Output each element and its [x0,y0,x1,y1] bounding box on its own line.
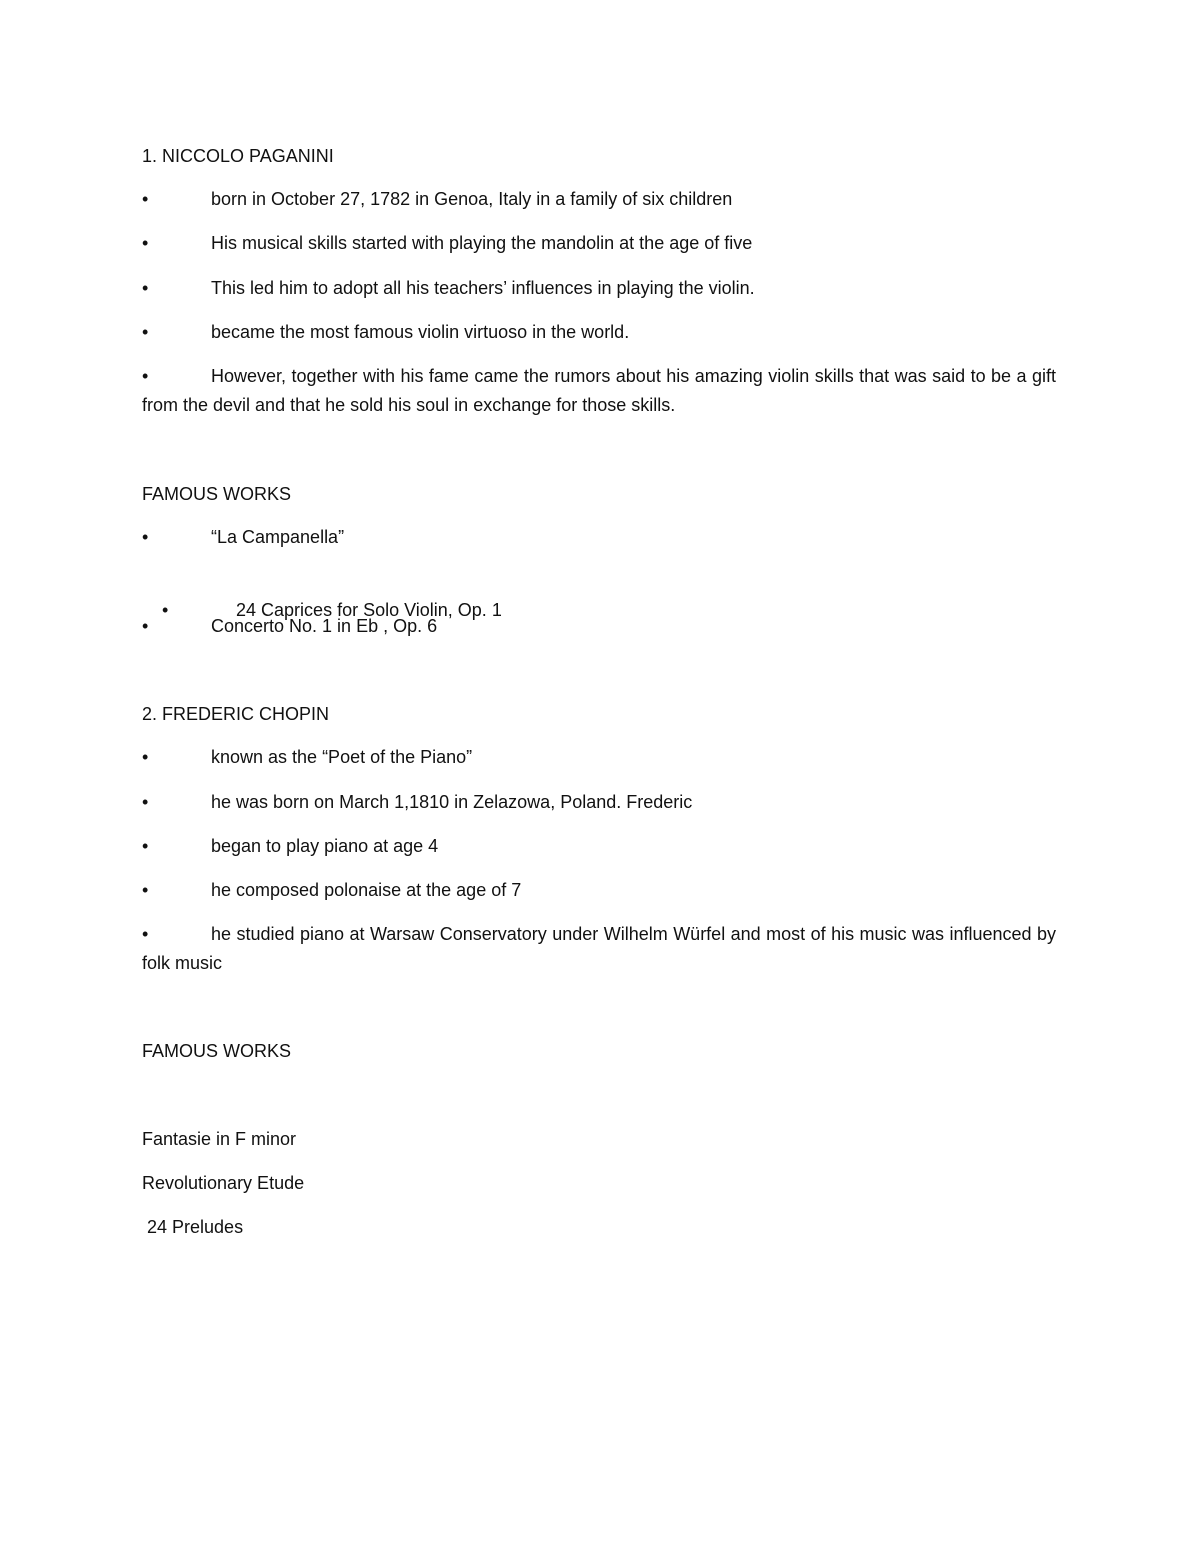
list-item [142,362,1056,420]
bullet-icon: • [142,836,149,856]
list-item [142,185,1056,214]
bullet-icon: • [142,880,149,900]
list-item-text: However, together with his fame came the rumors about his amazing violin skills that was said to be a gift from the devil and that he sold his soul in exchange for those skills. [142,366,1056,415]
list-item [142,274,1056,303]
bullet-icon: • [142,924,149,944]
bullet-icon: • [142,278,149,298]
bullet-icon: • [162,600,169,620]
famous-works-heading: FAMOUS WORKS [142,484,292,504]
bullet-icon: • [142,322,149,342]
list-item-text: “La Campanella” [211,527,345,547]
famous-works-heading: FAMOUS WORKS [142,1041,292,1061]
bullet-icon: • [142,527,149,547]
section-heading-paganini: 1. NICCOLO PAGANINI [142,146,334,166]
bullet-icon: • [142,747,149,767]
list-item [142,229,1056,258]
list-item-text: began to play piano at age 4 [211,836,439,856]
list-item [142,920,1056,978]
list-item-text: born in October 27, 1782 in Genoa, Italy in a family of six children [211,189,733,209]
bullet-icon: • [142,233,149,253]
bullet-icon: • [142,189,149,209]
list-item [142,743,1056,772]
list-item [142,523,1056,552]
list-item [142,788,1056,817]
list-item-text: His musical skills started with playing the mandolin at the age of five [211,233,753,253]
bullet-icon: • [142,616,149,636]
list-item [142,318,1056,347]
list-item-text: he was born on March 1,1810 in Zelazowa, Poland. Frederic [211,792,693,812]
list-item: Revolutionary Etude [142,1173,305,1193]
list-item [142,612,1056,641]
list-item-text: he composed polonaise at the age of 7 [211,880,522,900]
list-item-text: became the most famous violin virtuoso in the world. [211,322,630,342]
bullet-icon: • [142,366,149,386]
list-item: 24 Preludes [142,1217,244,1237]
list-item-text: Concerto No. 1 in Eb , Op. 6 [211,616,438,636]
section-heading-chopin: 2. FREDERIC CHOPIN [142,704,330,724]
list-item [142,832,1056,861]
list-item-text: known as the “Poet of the Piano” [211,747,473,767]
list-item: Fantasie in F minor [142,1129,297,1149]
list-item-text: 24 Caprices for Solo Violin, Op. 1 [231,600,502,620]
list-item-text: This led him to adopt all his teachers’ influences in playing the violin. [211,278,755,298]
list-item [142,876,1056,905]
list-item-text: he studied piano at Warsaw Conservatory under Wilhelm Würfel and most of his music was influenced by folk music [142,924,1056,973]
bullet-icon: • [142,792,149,812]
